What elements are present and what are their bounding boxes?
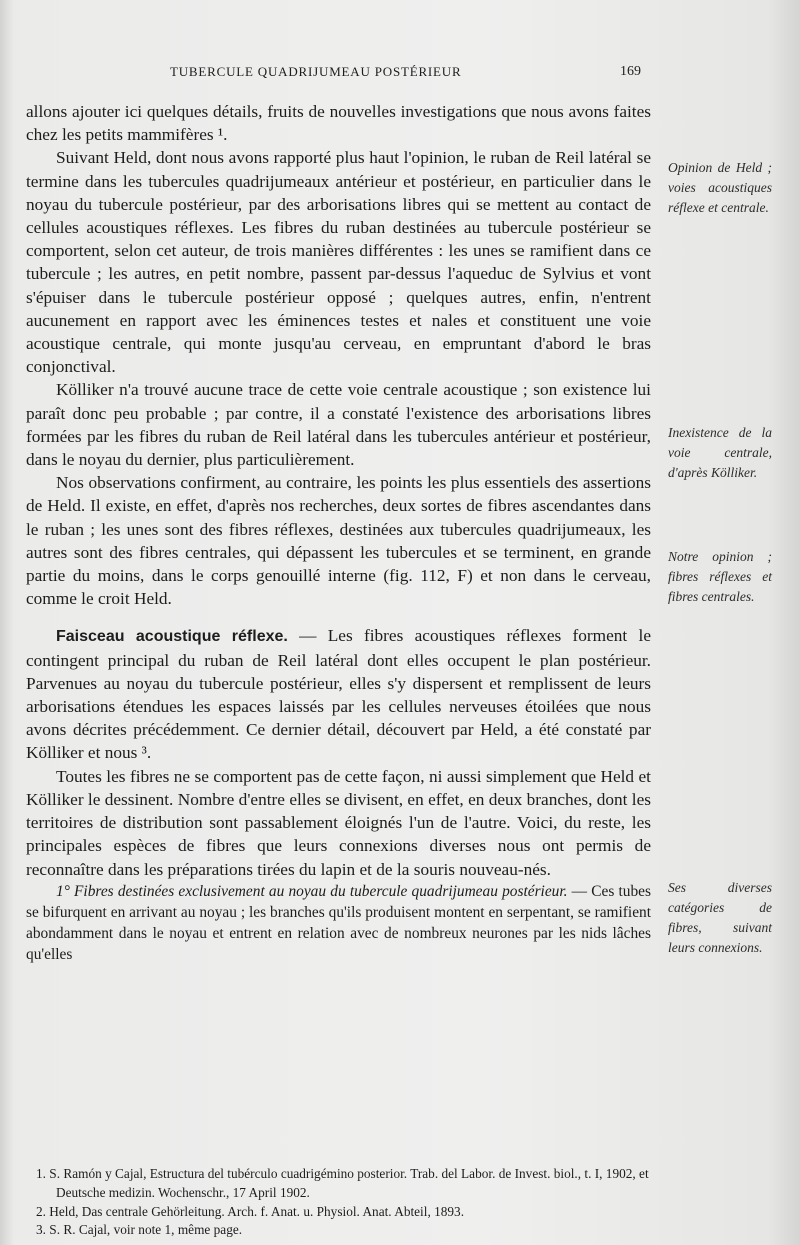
subsection-text: — Ces tubes se bifurquent en arrivant au noyau ; les branches qu'ils produisent montent en serpentant, se ramifient abondamment dans le noyau et entrent en relation avec de nombreux neurones par les nids lâches qu'elles — [26, 882, 651, 964]
margin-note-held: Opinion de Held ; voies acoustiques réflexe et centrale. — [668, 160, 772, 215]
page-number: 169 — [620, 64, 641, 79]
footnote: 3. S. R. Cajal, voir note 1, même page. — [36, 1222, 243, 1238]
footnote: 1. S. Ramón y Cajal, Estructura del tubérculo cuadrigémino posterior. Trab. del Labor. de Invest. biol., t. I, 1902, et Deutsche medizin. Wochenschr., 17 April 1902. — [36, 1166, 649, 1200]
margin-note-categories: Ses diverses catégories de fibres, suivant leurs connexions. — [668, 880, 772, 955]
subsection-label: 1° Fibres destinées exclusivement au noyau du tubercule quadrijumeau postérieur. — [56, 882, 568, 900]
running-title: TUBERCULE QUADRIJUMEAU POSTÉRIEUR — [170, 64, 462, 79]
section-reflex-bundle — [26, 624, 651, 764]
main-text — [26, 100, 651, 966]
footnote: 2. Held, Das centrale Gehörleitung. Arch. f. Anat. u. Physiol. Anat. Abteil, 1893. — [36, 1203, 465, 1219]
paragraph-held-opinion: Suivant Held, dont nous avons rapporté plus haut l'opinion, le ruban de Reil latéral se termine dans les tubercules quadrijumeaux antérieur et postérieur, en particulier dans le noyau du tubercule postérieur, par des arborisations libres qui se mettent au contact de cellules acoustiques réflexes. Les fibres du ruban destinées au tubercule postérieur se comportent, selon cet auteur, de trois manières différentes : les unes se ramifient dans ce tubercule ; les autres, en petit nombre, passent par-dessus l'aqueduc de Sylvius et vont s'épuiser dans le tubercule postérieur opposé ; quelques autres, enfin, n'entrent aucunement en rapport avec les éminences testes et nales et constituent une voie acoustique centrale, qui monte jusqu'au cerveau, en empruntant d'abord le bras conjonctival. — [26, 148, 651, 377]
section-heading: Faisceau acoustique réflexe. — [56, 628, 288, 646]
paragraph-fiber-types: Toutes les fibres ne se comportent pas de cette façon, ni aussi simplement que Held et Kölliker le dessinent. Nombre d'entre elles se divisent, en effet, en deux branches, dont les territoires de distribution sont passablement éloignés l'un de l'autre. Voici, du reste, les principales espèces de fibres que leurs connexions diverses nous ont permis de reconnaître dans les préparations tirées du lapin et de la souris nouveau-nés. — [26, 766, 651, 879]
page-header — [60, 64, 655, 88]
paragraph-continuation: allons ajouter ici quelques détails, fruits de nouvelles investigations que nous avons faites chez les petits mammifères ¹. — [26, 102, 651, 145]
footnotes — [26, 1165, 651, 1240]
subsection-fibers-1 — [26, 881, 651, 966]
paragraph-kolliker: Kölliker n'a trouvé aucune trace de cette voie centrale acoustique ; son existence lui paraît donc peu probable ; par contre, il a constaté l'existence des arborisations libres formées par les fibres du ruban de Reil latéral dans les tubercules antérieur et postérieur, dans le noyau du dernier, plus particulièrement. — [26, 380, 651, 470]
margin-note-our-opinion: Notre opinion ; fibres réflexes et fibres centrales. — [668, 549, 772, 604]
margin-note-inexistence: Inexistence de la voie centrale, d'après Kölliker. — [668, 425, 772, 480]
section-text: — Les fibres acoustiques réflexes forment le contingent principal du ruban de Reil latéral dont elles occupent le plan postérieur. Parvenues au noyau du tubercule postérieur, elles s'y dispersent et remplissent de leurs arborisations étendues les espaces laissés par les cellules nerveuses étoilées que nous avons décrites précédemment. Ce dernier détail, découvert par Held, a été constaté par Kölliker et nous ³. — [26, 626, 652, 763]
paragraph-our-observations: Nos observations confirment, au contraire, les points les plus essentiels des assertions de Held. Il existe, en effet, d'après nos recherches, deux sortes de fibres ascendantes dans le ruban ; les unes sont des fibres réflexes, destinées aux tubercules quadrijumeaux, les autres sont des fibres centrales, qui dépassent les tubercules et se terminent, en grande partie du moins, dans le corps genouillé interne (fig. 112, F) et non dans le cerveau, comme le croit Held. — [26, 473, 651, 609]
